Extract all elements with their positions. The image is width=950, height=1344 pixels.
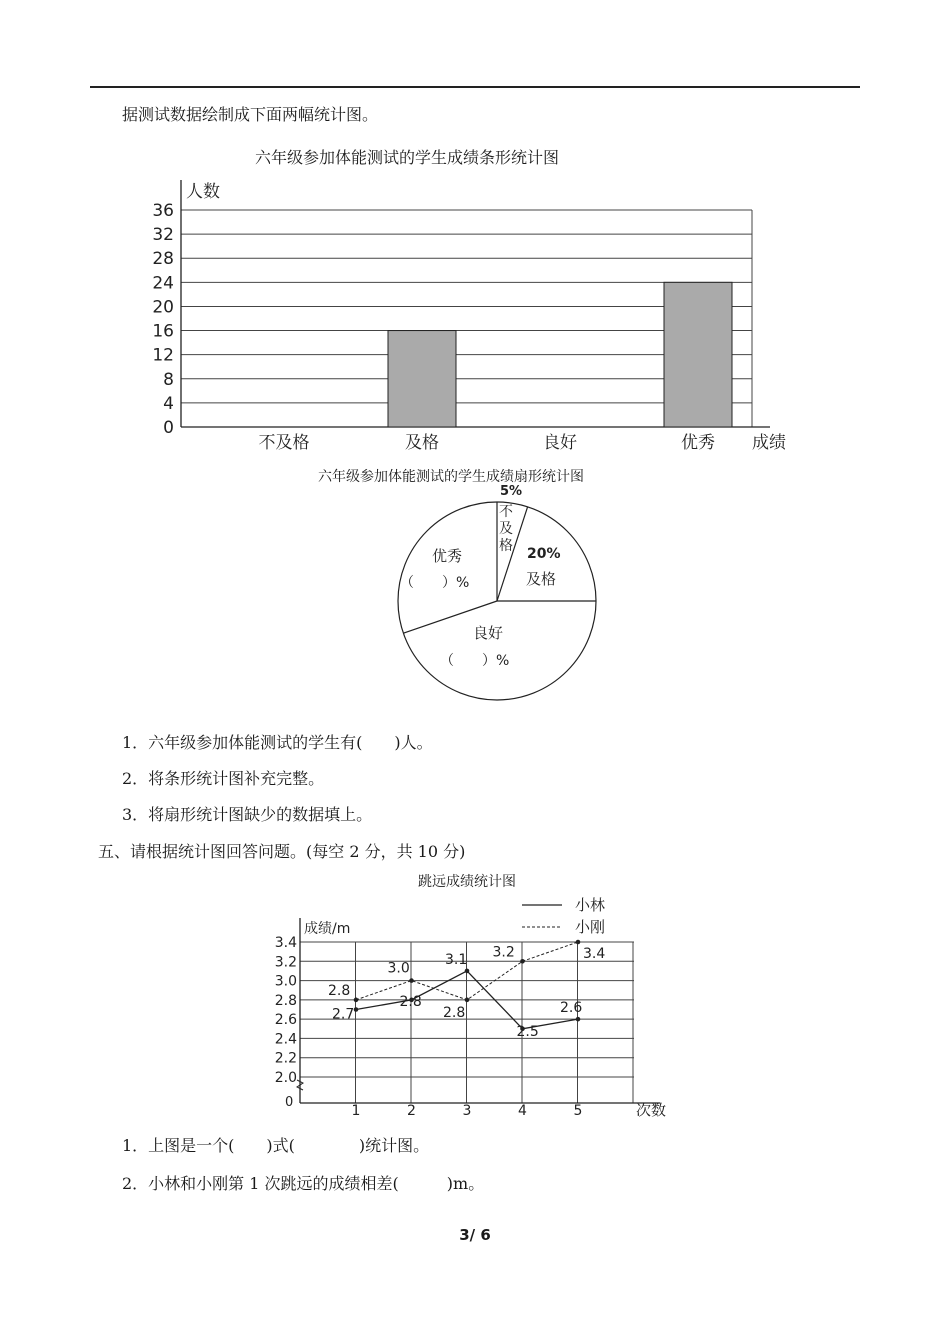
pie-chart-title: 六年级参加体能测试的学生成绩扇形统计图 [318, 469, 584, 485]
bar-ylabel: 人数 [186, 182, 220, 202]
question-1-1: 1．六年级参加体能测试的学生有( )人。 [122, 733, 433, 752]
intro-text: 据测试数据绘制成下面两幅统计图。 [122, 105, 379, 124]
bar-ytick-label: 12 [152, 345, 174, 366]
line-data-label: 3.2 [492, 944, 515, 961]
bar-ytick-label: 16 [152, 321, 174, 342]
line-ytick-label: 2.2 [274, 1050, 297, 1067]
question-1-3: 3．将扇形统计图缺少的数据填上。 [122, 805, 373, 824]
line-data-label: 2.8 [328, 982, 351, 999]
line-xtick-label: 3 [462, 1103, 472, 1119]
line-ytick-label: 2.8 [274, 992, 297, 1009]
bar-ytick-label: 32 [152, 225, 174, 246]
line-point [576, 940, 581, 945]
line-ytick-label: 2.0 [274, 1070, 297, 1086]
line-ylabel: 成绩/m [304, 921, 351, 937]
pie-fail-label-3: 格 [499, 538, 513, 554]
line-point [409, 978, 414, 983]
line-xlabel: 次数 [636, 1101, 667, 1119]
line-data-label: 2.8 [399, 993, 422, 1010]
pie-good-blank: （ ）% [440, 653, 510, 669]
bar-category-label: 不及格 [258, 433, 310, 453]
line-data-label: 2.8 [443, 1004, 466, 1021]
line-point [465, 998, 470, 1003]
pie-pass-percent: 20% [527, 546, 561, 562]
line-data-label: 2.5 [516, 1023, 539, 1040]
pie-excellent-blank: （ ）% [400, 575, 470, 591]
bar-ytick-label: 28 [152, 249, 174, 270]
line-ytick-label: 3.0 [274, 973, 297, 990]
section5-heading: 五、请根据统计图回答问题。(每空 2 分，共 10 分) [98, 842, 466, 861]
line-point [354, 998, 359, 1003]
legend-solid-label: 小林 [575, 896, 606, 914]
bar-category-label: 良好 [543, 433, 577, 453]
line-xtick-label: 2 [407, 1103, 416, 1119]
line-ytick-label: 3.2 [274, 954, 297, 971]
line-zero-label: 0 [285, 1095, 294, 1110]
bar-category-label: 优秀 [681, 433, 715, 453]
line-xtick-label: 4 [518, 1103, 527, 1119]
line-point [576, 1017, 581, 1022]
bar-ytick-label: 20 [152, 297, 174, 318]
question-2-2: 2．小林和小刚第 1 次跳远的成绩相差( )m。 [122, 1174, 485, 1193]
legend-dashed-label: 小刚 [575, 918, 606, 936]
line-ytick-label: 2.6 [274, 1012, 297, 1029]
pie-fail-label-2: 及 [499, 521, 513, 537]
page-number: 3/ 6 [459, 1226, 491, 1244]
bar-ytick-label: 0 [163, 418, 174, 438]
line-data-label: 2.6 [560, 1000, 583, 1017]
line-ytick-label: 3.4 [274, 935, 297, 951]
pie-fail-label-1: 不 [499, 504, 513, 520]
pie-fail-percent: 5% [500, 484, 523, 499]
line-point [354, 1007, 359, 1012]
line-point [520, 959, 525, 964]
line-xtick-label: 1 [351, 1103, 361, 1119]
line-data-label: 3.1 [445, 951, 468, 968]
axis-break-icon [297, 1080, 303, 1090]
question-2-1: 1．上图是一个( )式( )统计图。 [122, 1136, 430, 1155]
bar-ytick-label: 4 [163, 393, 174, 414]
line-ytick-label: 2.4 [274, 1031, 297, 1048]
bar-chart-title: 六年级参加体能测试的学生成绩条形统计图 [255, 148, 560, 167]
line-data-label: 2.7 [332, 1006, 355, 1023]
line-xtick-label: 5 [573, 1103, 583, 1119]
line-chart-title: 跳远成绩统计图 [418, 874, 516, 890]
line-data-label: 3.0 [387, 960, 410, 977]
bar-xlabel: 成绩 [752, 433, 786, 453]
bar-ytick-label: 36 [152, 201, 174, 221]
pie-excellent-label: 优秀 [432, 547, 463, 565]
bar-category-label: 及格 [405, 433, 439, 453]
bar-ytick-label: 24 [152, 273, 174, 294]
pie-pass-label: 及格 [526, 570, 557, 588]
bar-ytick-label: 8 [163, 369, 174, 390]
line-point [465, 969, 470, 974]
pie-good-label: 良好 [473, 624, 504, 642]
question-1-2: 2．将条形统计图补充完整。 [122, 769, 325, 788]
line-data-label: 3.4 [583, 946, 606, 962]
